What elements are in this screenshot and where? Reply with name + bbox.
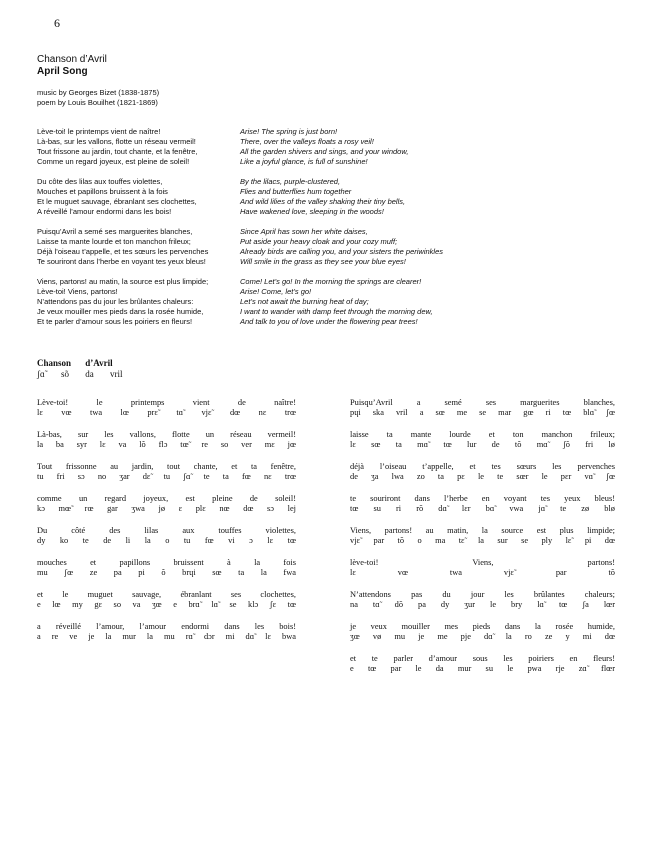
ipa-transcription: mu ʃœ ze pa pi õ brɥi sœ ta la fwa <box>37 568 296 577</box>
french-lyric: Tout frissonne au jardin, tout chante, et ta fenêtre, <box>37 462 296 471</box>
ipa-line-pair <box>37 526 296 558</box>
english-line: And talk to you of love under the flowering pear trees! <box>240 317 418 326</box>
ipa-transcription: de ʒa lwa zo ta pɛ le te sœr le pɛr vɑ̃ ʃœ <box>350 472 615 481</box>
ipa-line-pair <box>350 590 615 622</box>
french-line: Et te parler d’amour sous les poiriers en fleurs! <box>37 317 193 326</box>
ipa-line-pair <box>350 430 615 462</box>
french-lyric: lève-toi! Viens, partons! <box>350 558 615 567</box>
english-line: I want to wander with damp feet through the morning dew, <box>240 307 433 316</box>
french-line: Lève-toi! le printemps vient de naître! <box>37 127 161 136</box>
ipa-transcription: ʒœ vø mu je me pje dɑ̃ la ro ze y mi dœ <box>350 632 615 641</box>
french-stanza <box>37 227 208 267</box>
ipa-line-pair <box>350 526 615 558</box>
english-line: All the garden shivers and sings, and your window, <box>240 147 409 156</box>
ipa-line-pair <box>350 462 615 494</box>
french-lyric: laisse ta mante lourde et ton manchon frileux; <box>350 430 615 439</box>
ipa-transcription: lɛ vœ twa vjɛ̃ par tõ <box>350 568 615 577</box>
ipa-transcription: e tœ par le da mur su le pwa rje zɑ̃ flœr <box>350 664 615 673</box>
french-lyric: Puisqu’Avril a semé ses marguerites blanches, <box>350 398 615 407</box>
ipa-line-pair <box>37 558 296 590</box>
ipa-line-pair <box>37 590 296 622</box>
french-line: A réveillé l’amour endormi dans les bois! <box>37 207 172 216</box>
french-line: Mouches et papillons bruissent à la fois <box>37 187 168 196</box>
ipa-line-pair <box>350 494 615 526</box>
french-lyric: Lève-toi! le printemps vient de naître! <box>37 398 296 407</box>
english-translation-column <box>240 127 443 337</box>
french-lyric: je veux mouiller mes pieds dans la rosée humide, <box>350 622 615 631</box>
french-line: Comme un regard joyeux, est pleine de soleil! <box>37 157 190 166</box>
french-stanza <box>37 177 208 217</box>
ipa-transcription: kɔ mœ̃ rœ gar ʒwa jø ɛ plɛ nœ dœ sɔ lej <box>37 504 296 513</box>
ipa-transcription: tœ su ri rõ dɑ̃ lɛr bɑ̃ vwa jɑ̃ te zø blø <box>350 504 615 513</box>
french-line: Te souriront dans l’herbe en voyant tes yeux bleus! <box>37 257 206 266</box>
ipa-transcription: pɥi ska vril a sœ me se mar gœ ri tœ blɑ̃ ʃœ <box>350 408 615 417</box>
page-number: 6 <box>54 16 60 30</box>
ipa-column-left <box>37 398 296 654</box>
french-line: Puisqu’Avril a semé ses marguerites blanches, <box>37 227 193 236</box>
french-lyric: N’attendons pas du jour les brûlantes chaleurs; <box>350 590 615 599</box>
ipa-transcription: a re ve je la mur la mu rɑ̃ dɔr mi dɑ̃ lɛ bwa <box>37 632 296 641</box>
english-line: Put aside your heavy cloak and your cozy muff; <box>240 237 398 246</box>
french-lyric: mouches et papillons bruissent à la fois <box>37 558 296 567</box>
music-credit: music by Georges Bizet (1838-1875) <box>37 88 160 97</box>
english-line: Will smile in the grass as they see your blue eyes! <box>240 257 406 266</box>
song-titles <box>37 54 107 78</box>
french-line: Viens, partons! au matin, la source est plus limpide; <box>37 277 209 286</box>
french-line: N’attendons pas du jour les brûlantes chaleurs: <box>37 297 194 306</box>
french-lyric: a réveillé l’amour, l’amour endormi dans les bois! <box>37 622 296 631</box>
ipa-column-right <box>350 398 615 686</box>
ipa-line-pair <box>37 430 296 462</box>
english-stanza <box>240 277 443 327</box>
french-line: Déjà l’oiseau t’appelle, et tes sœurs les pervenches <box>37 247 209 256</box>
english-line: Since April has sown her white daises, <box>240 227 368 236</box>
french-line: Je veux mouiller mes pieds dans la rosée humide, <box>37 307 204 316</box>
english-line: By the lilacs, purple-clustered, <box>240 177 341 186</box>
french-lyric: et te parler d’amour sous les poiriers en fleurs! <box>350 654 615 663</box>
ipa-line-pair <box>37 462 296 494</box>
english-line: Let’s not await the burning heat of day; <box>240 297 369 306</box>
ipa-line-pair <box>350 558 615 590</box>
ipa-transcription: e lœ my gɛ so va ʒœ e brɑ̃ lɑ̃ se klɔ ʃɛ tœ <box>37 600 296 609</box>
french-lyric: déjà l’oiseau t’appelle, et tes sœurs les pervenches <box>350 462 615 471</box>
french-text-column <box>37 127 208 337</box>
french-lyric: comme un regard joyeux, est pleine de soleil! <box>37 494 296 503</box>
ipa-transcription: la ba syr lɛ va lõ flɔ tœ̃ re so ver mɛ jœ <box>37 440 296 449</box>
french-lyric: te souriront dans l’herbe en voyant tes yeux bleus! <box>350 494 615 503</box>
french-line: Du côte des lilas aux touffes violettes, <box>37 177 163 186</box>
french-lyric: et le muguet sauvage, ébranlant ses clochettes, <box>37 590 296 599</box>
english-line: Already birds are calling you, and your sisters the periwinkles <box>240 247 444 256</box>
french-line: Là-bas, sur les vallons, flotte un réseau vermeil! <box>37 137 196 146</box>
english-line: There, over the valleys floats a rosy veil! <box>240 137 374 146</box>
ipa-transcription: vjɛ̃ par tõ o ma tɛ̃ la sur se ply lɛ̃ pi dœ <box>350 536 615 545</box>
english-stanza <box>240 177 443 217</box>
ipa-song-title <box>37 358 122 380</box>
ipa-line-pair <box>350 398 615 430</box>
english-line: Have wakened love, sleeping in the woods! <box>240 207 384 216</box>
english-stanza <box>240 127 443 167</box>
ipa-line-pair <box>37 398 296 430</box>
ipa-line-pair <box>350 622 615 654</box>
ipa-transcription: na tɑ̃ dõ pa dy ʒur le bry lɑ̃ tœ ʃa lœr <box>350 600 615 609</box>
ipa-transcription: lɛ vœ twa lœ prɛ̃ tɑ̃ vjɛ̃ dœ nɛ trœ <box>37 408 296 417</box>
english-line: Arise! Come, let’s go! <box>240 287 312 296</box>
french-stanza <box>37 127 208 167</box>
english-line: Like a joyful glance, is full of sunshine! <box>240 157 368 166</box>
poem-credit: poem by Louis Bouilhet (1821-1869) <box>37 98 158 107</box>
ipa-line-pair <box>350 654 615 686</box>
french-line: Et le muguet sauvage, ébranlant ses clochettes, <box>37 197 197 206</box>
french-stanza <box>37 277 208 327</box>
french-line: Lève-toi! Viens, partons! <box>37 287 118 296</box>
english-line: Arise! The spring is just born! <box>240 127 338 136</box>
ipa-line-pair <box>37 622 296 654</box>
song-title-ipa: ʃɑ̃ sõ da vril <box>37 369 123 379</box>
french-line: Tout frissone au jardin, tout chante, et la fenêtre, <box>37 147 198 156</box>
title-french: Chanson d’Avril <box>37 54 107 65</box>
english-line: Come! Let’s go! In the morning the springs are clearer! <box>240 277 422 286</box>
title-english: April Song <box>37 66 88 77</box>
ipa-line-pair <box>37 494 296 526</box>
credits <box>37 88 159 108</box>
french-line: Laisse ta mante lourde et ton manchon frileux; <box>37 237 191 246</box>
french-lyric: Là-bas, sur les vallons, flotte un réseau vermeil! <box>37 430 296 439</box>
ipa-transcription: tu fri sɔ no ʒar dɛ̃ tu ʃɑ̃ te ta fœ nɛ trœ <box>37 472 296 481</box>
english-line: Flies and butterflies hum together <box>240 187 352 196</box>
ipa-transcription: lɛ sœ ta mɑ̃ tœ lur de tõ mɑ̃ ʃõ fri lø <box>350 440 615 449</box>
english-line: And wild lilies of the valley shaking their tiny bells, <box>240 197 406 206</box>
song-title-french: Chanson d’Avril <box>37 358 113 368</box>
french-lyric: Viens, partons! au matin, la source est plus limpide; <box>350 526 615 535</box>
french-lyric: Du côté des lilas aux touffes violettes, <box>37 526 296 535</box>
ipa-transcription: dy ko te de li la o tu fœ vi ɔ lɛ tœ <box>37 536 296 545</box>
english-stanza <box>240 227 443 267</box>
